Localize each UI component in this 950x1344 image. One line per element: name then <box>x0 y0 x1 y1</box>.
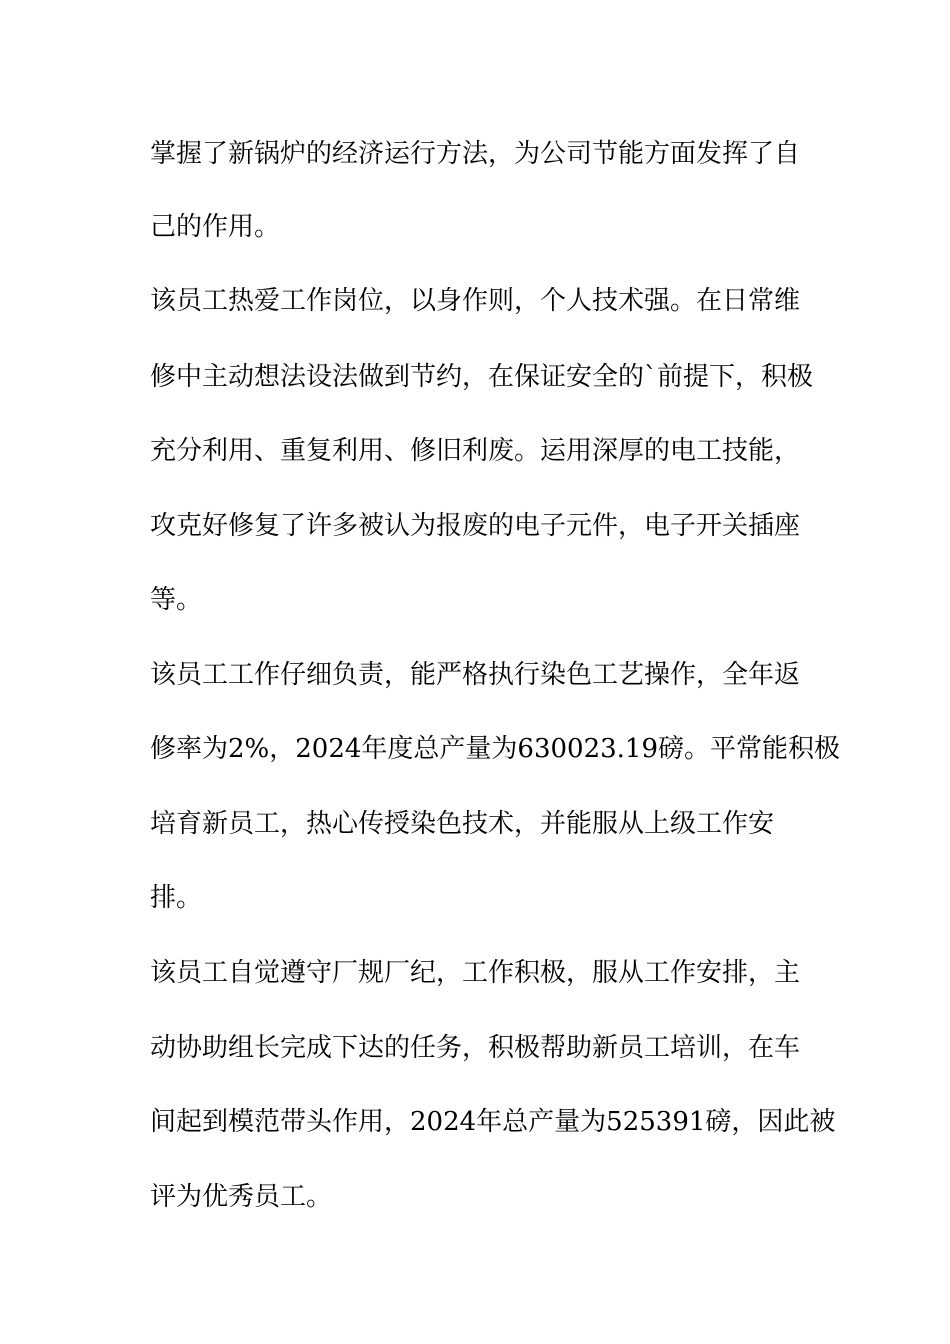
paragraph-4-line-2: 动协助组长完成下达的任务，积极帮助新员工培训，在车 <box>150 1033 801 1063</box>
paragraph-1-line-2: 己的作用。 <box>150 212 281 242</box>
paragraph-2-line-1: 该员工热爱工作岗位，以身作则，个人技术强。在日常维 <box>150 286 801 316</box>
paragraph-4-line-1: 该员工自觉遵守厂规厂纪，工作积极，服从工作安排，主 <box>150 958 801 988</box>
paragraph-2-line-3: 充分利用、重复利用、修旧利废。运用深厚的电工技能， <box>150 436 801 466</box>
paragraph-3-line-1: 该员工工作仔细负责，能严格执行染色工艺操作，全年返 <box>150 660 801 690</box>
paragraph-3-line-2: 修率为2%，2024年度总产量为630023.19磅。平常能积极 <box>150 734 841 764</box>
paragraph-2-line-2: 修中主动想法设法做到节约，在保证安全的`前提下，积极 <box>150 362 814 392</box>
paragraph-3-line-3: 培育新员工，热心传授染色技术，并能服从上级工作安 <box>150 809 775 839</box>
paragraph-4-line-4: 评为优秀员工。 <box>150 1182 333 1212</box>
paragraph-4-line-3: 间起到模范带头作用，2024年总产量为525391磅，因此被 <box>150 1107 836 1137</box>
paragraph-3-line-4: 排。 <box>150 883 203 913</box>
paragraph-2-line-5: 等。 <box>150 585 203 615</box>
paragraph-1-line-1: 掌握了新锅炉的经济运行方法，为公司节能方面发挥了自 <box>150 139 801 169</box>
paragraph-2-line-4: 攻克好修复了许多被认为报废的电子元件，电子开关插座 <box>150 511 801 541</box>
